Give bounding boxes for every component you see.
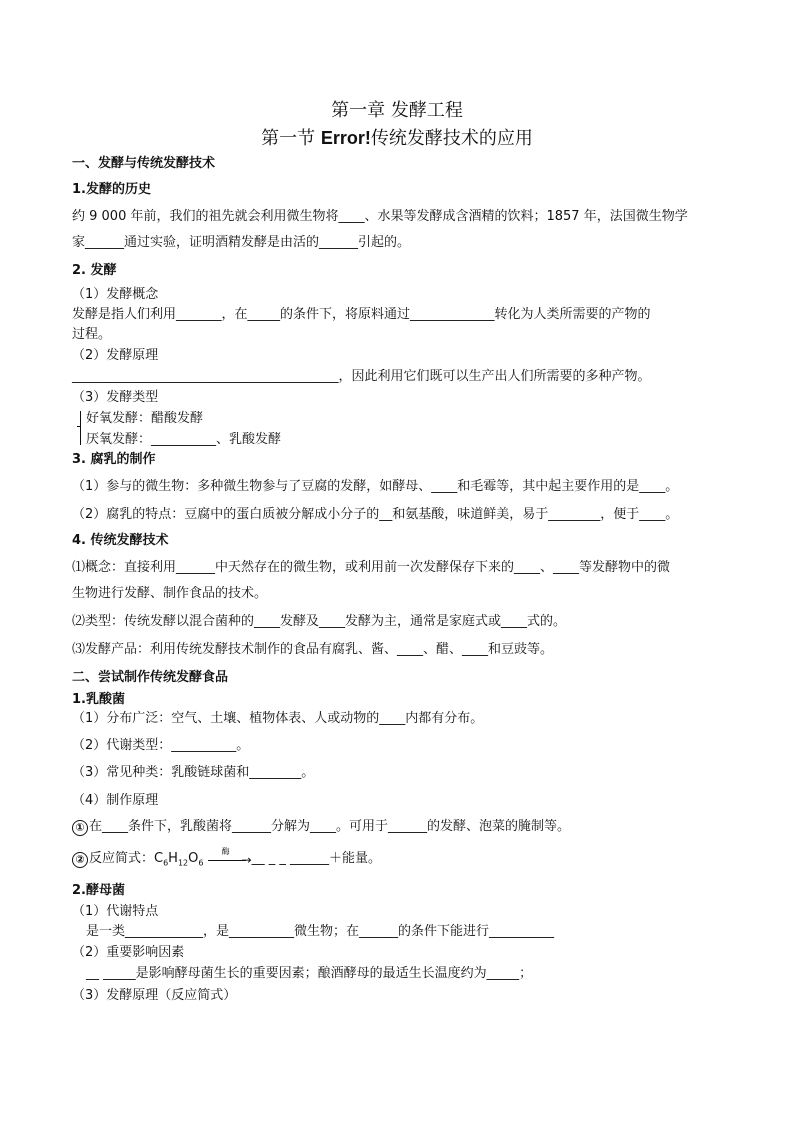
heading-sufu: 3. 腐乳的制作	[72, 452, 156, 467]
text-span: O	[188, 851, 199, 866]
text-line: _________________________________________，因此利用它们既可以生产出人们所需要的多种产物。	[72, 369, 651, 384]
section-title	[0, 127, 794, 150]
text-line: 是一类____________，是__________微生物；在______的条件下能进行__________	[86, 924, 555, 939]
text-line: （3）常见种类：乳酸链球菌和________。	[72, 765, 315, 780]
text-line: 发酵是指人们利用_______，在_____的条件下，将原料通过_____________转化为人类所需要的产物的	[72, 307, 651, 322]
text-line: （2）发酵原理	[72, 348, 159, 363]
text-span: 反应简式：C	[89, 851, 164, 866]
text-line: （4）制作原理	[72, 793, 159, 808]
text-line: （1）发酵概念	[72, 287, 159, 302]
text-line: （3）发酵原理（反应简式）	[72, 988, 237, 1003]
section-prefix: 第一节	[261, 128, 321, 149]
text-line: （1）分布广泛：空气、土壤、植物体表、人或动物的____内都有分布。	[72, 711, 484, 726]
heading-section-1: 一、发酵与传统发酵技术	[72, 156, 216, 171]
heading-traditional-tech: 4. 传统发酵技术	[72, 533, 169, 548]
circled-number-1: ①	[72, 820, 88, 836]
text-line: ⑵类型：传统发酵以混合菌种的____发酵及____发酵为主，通常是家庭式或____式的。	[72, 614, 567, 629]
text-line	[72, 819, 570, 836]
reaction-arrow: 酶 →	[208, 852, 252, 866]
text-line: （1）参与的微生物：多种微生物参与了豆腐的发酵，如酵母、____和毛霉等，其中起主要作用的是____。	[72, 479, 679, 494]
heading-fermentation-history: 1.发酵的历史	[72, 182, 151, 197]
text-line: 生物进行发酵、制作食品的技术。	[72, 586, 268, 601]
text-line: （2）腐乳的特点：豆腐中的蛋白质被分解成小分子的__和氨基酸，味道鲜美，易于________，便于____。	[72, 507, 679, 522]
chapter-title: 第一章 发酵工程	[331, 100, 463, 121]
text-line: （3）发酵类型	[72, 390, 159, 405]
circled-number-2: ②	[72, 852, 88, 868]
subscript: 6	[198, 858, 204, 868]
formula-line	[72, 846, 382, 872]
section-suffix: 传统发酵技术的应用	[370, 128, 533, 149]
text-line: __ _____是影响酵母菌生长的重要因素；酿酒酵母的最适生长温度约为_____；	[86, 966, 533, 981]
text-span: H	[168, 851, 178, 866]
text-line: 家______通过实验，证明酒精发酵是由活的______引起的。	[72, 235, 411, 250]
heading-lactic-bacteria: 1.乳酸菌	[72, 692, 125, 707]
text-line: ⑴概念：直接利用______中天然存在的微生物，或利用前一次发酵保存下来的____、____等发酵物中的微	[72, 560, 671, 575]
text-line: 约 9 000 年前，我们的祖先就会利用微生物将____、水果等发酵成含酒精的饮料；1857 年，法国微生物学	[72, 209, 688, 224]
text-line: （1）代谢特点	[72, 904, 159, 919]
text-line: ⑶发酵产品：利用传统发酵技术制作的食品有腐乳、酱、____、醋、____和豆豉等。	[72, 642, 554, 657]
heading-yeast: 2.酵母菌	[72, 883, 125, 898]
heading-section-2: 二、尝试制作传统发酵食品	[72, 670, 229, 685]
subscript: 6	[163, 858, 169, 868]
heading-fermentation: 2. 发酵	[72, 263, 117, 278]
text-line: （2）代谢类型：__________。	[72, 738, 250, 753]
text-line: （2）重要影响因素	[72, 945, 185, 960]
text-span: __ _ _ ______＋能量。	[251, 851, 382, 866]
subscript: 12	[177, 858, 189, 868]
text-span: 在____条件下，乳酸菌将______分解为____。可用于______的发酵、泡菜的腌制等。	[89, 819, 571, 834]
enzyme-label: 酶	[221, 846, 230, 856]
text-line: 过程。	[72, 327, 112, 342]
error-text: Error!	[320, 128, 371, 148]
text-line: 好氧发酵：醋酸发酵	[86, 411, 204, 426]
text-line: 厌氧发酵：__________、乳酸发酵	[86, 432, 282, 447]
